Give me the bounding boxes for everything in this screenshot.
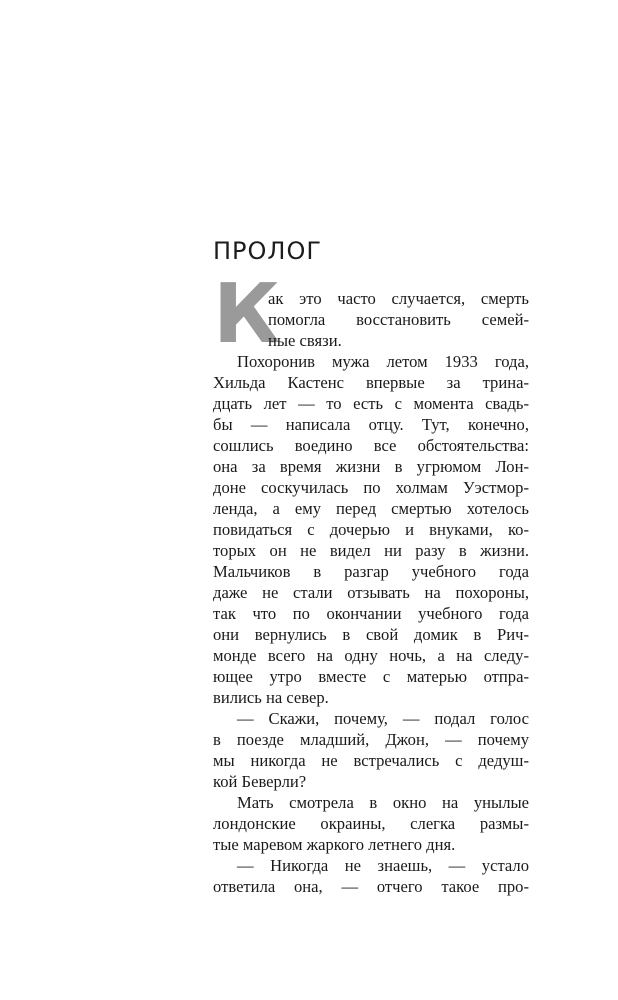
text-line: вились на север. (213, 688, 329, 707)
text-line: Мальчиков в разгар учебного года (213, 562, 529, 581)
text-line: они вернулись в свой домик в Рич- (213, 625, 529, 644)
text-line: Хильда Кастенс впервые за трина- (213, 373, 529, 392)
text-line: Мать смотрела в окно на унылые (237, 793, 529, 812)
text-line: ленда, а ему перед смертью хотелось (213, 499, 529, 518)
text-line: так что по окончании учебного года (213, 604, 529, 623)
text-line: ные связи. (268, 331, 342, 350)
drop-cap-letter: К (213, 267, 281, 362)
text-line: монде всего на одну ночь, а на следу- (213, 646, 529, 665)
text-line: в поезде младший, Джон, — почему (213, 730, 529, 749)
text-line: ющее утро вместе с матерью отпра- (213, 667, 529, 686)
text-line: кой Беверли? (213, 772, 307, 791)
text-line: она за время жизни в угрюмом Лон- (213, 457, 529, 476)
text-line: мы никогда не встречались с дедуш- (213, 751, 529, 770)
body-text (213, 288, 529, 897)
text-line: повидаться с дочерью и внуками, ко- (213, 520, 529, 539)
text-line: бы — написала отцу. Тут, конечно, (213, 415, 529, 434)
text-line: — Скажи, почему, — подал голос (237, 709, 529, 728)
text-line: тые маревом жаркого летнего дня. (213, 835, 456, 854)
text-line: ответила она, — отчего такое про- (213, 877, 529, 896)
text-line: — Никогда не знаешь, — устало (237, 856, 529, 875)
text-line: ак это часто случается, смерть (268, 289, 529, 308)
text-line: лондонские окраины, слегка размы- (213, 814, 529, 833)
text-line: помогла восстановить семей- (268, 310, 529, 329)
text-line: сошлись воедино все обстоятельства: (213, 436, 529, 455)
text-line: дцать лет — то есть с момента свадь- (213, 394, 529, 413)
text-line: Похоронив мужа летом 1933 года, (237, 352, 529, 371)
text-line: торых он не видел ни разу в жизни. (213, 541, 529, 560)
chapter-title: ПРОЛОГ (213, 237, 322, 265)
text-line: даже не стали отзывать на похороны, (213, 583, 529, 602)
text-line: доне соскучилась по холмам Уэстмор- (213, 478, 529, 497)
